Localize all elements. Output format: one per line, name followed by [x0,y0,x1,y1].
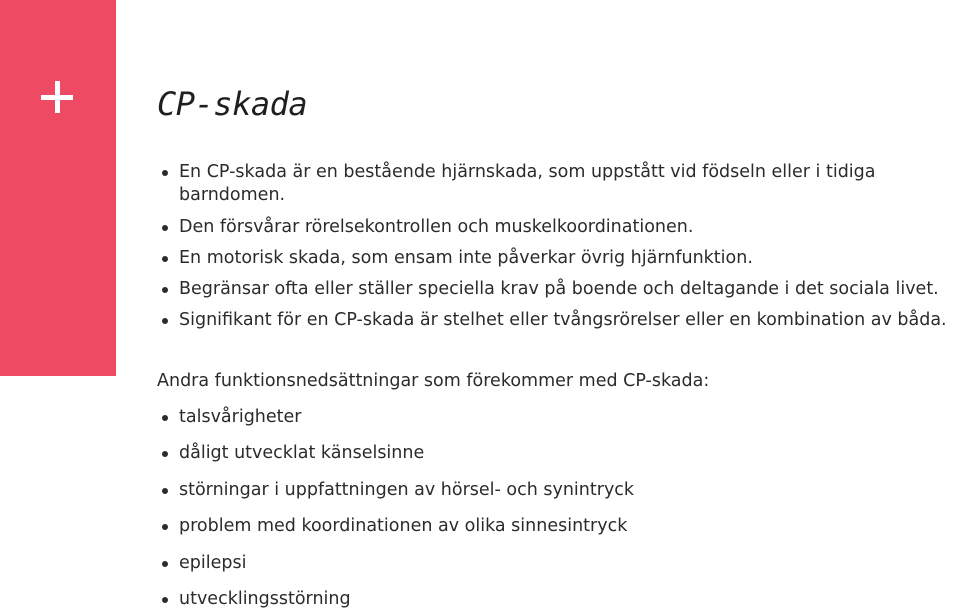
bullet-item: Begränsar ofta eller ställer speciella krav på boende och deltagande i det sociala livet. [179,278,949,301]
list-item: talsvårigheter [179,405,939,429]
bullet-item: En motorisk skada, som ensam inte påverkar övrig hjärnfunktion. [179,247,949,270]
list-item: störningar i uppfattningen av hörsel- och synintryck [179,478,939,502]
list-item: epilepsi [179,551,939,575]
bullet-item: Signifikant för en CP-skada är stelhet eller tvångsrörelser eller en kombination av båda. [179,309,949,332]
other-disabilities-list [179,405,939,611]
other-disabilities-heading: Andra funktionsnedsättningar som förekommer med CP-skada: [157,371,710,391]
list-item: problem med koordinationen av olika sinnesintryck [179,514,939,538]
list-item: dåligt utvecklat känselsinne [179,441,939,465]
slide-title: CP-skada [157,85,308,123]
accent-bar [0,0,116,376]
list-item: utvecklingsstörning [179,587,939,611]
plus-icon [38,78,76,116]
bullet-item: En CP-skada är en bestående hjärnskada, som uppstått vid födseln eller i tidiga barndomen. [179,161,949,207]
bullet-item: Den försvårar rörelsekontrollen och muskelkoordinationen. [179,216,949,239]
intro-bullet-list [179,161,949,340]
